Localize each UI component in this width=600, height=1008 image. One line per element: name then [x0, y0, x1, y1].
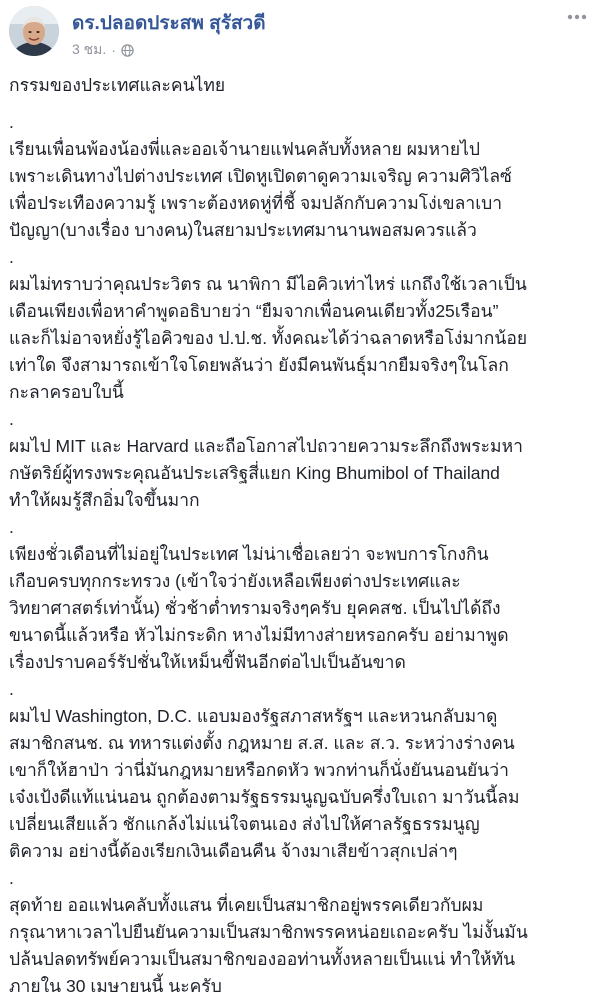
paragraph-2: ผมไม่ทราบว่าคุณประวิตร ณ นาพิกา มีไอคิวเท่าไหร่ แกถึงใช้เวลาเป็น เดือนเพียงเพื่อหาคำพูดอธิบายว่า “ยืมจากเพื่อนคนเดียวทั้ง25เรือน” และก็ไม่อาจหยั่งรู้ไอคิวของ ป.ป.ช. ทั้งคณะได้ว่าฉลาดหรือโง่มากน้อย เท่าใด จึงสามารถเข้าใจโดยพลันว่า ยังมีคนพันธุ์มากยืมจริงๆในโลก กะลาครอบใบนี้ [9, 274, 528, 402]
post-header [0, 0, 600, 64]
paragraph-1: เรียนเพื่อนพ้องน้องพี่และออเจ้านายแฟนคลับทั้งหลาย ผมหายไป เพราะเดินทางไปต่างประเทศ เปิดหูเปิดตาดูความเจริญ ความศิวิไลซ์ เพื่อประเทืองความรู้ เพราะต้องหดหู่ที่ชี้ จมปลักกับความโง่เขลาเบา ปัญญา(บางเรื่อง บางคน)ในสยามประเทศมานานพอสมควรแล้ว [9, 139, 512, 240]
meta-separator: · [111, 42, 116, 58]
paragraph-separator: . [9, 868, 14, 888]
post-meta [72, 39, 134, 61]
post-timestamp[interactable]: 3 ชม. [72, 41, 107, 57]
paragraph-3: ผมไป MIT และ Harvard และถือโอกาสไปถวายความระลึกถึงพระมหา กษัตริย์ผู้ทรงพระคุณอันประเสริฐสี่แยก King Bhumibol of Thailand ทำให้ผมรู้สึกอิ่มใจขึ้นมาก [9, 436, 523, 510]
more-options-icon[interactable] [566, 10, 588, 24]
globe-icon[interactable] [121, 44, 134, 57]
paragraph-4: เพียงชั่วเดือนที่ไม่อยู่ในประเทศ ไม่น่าเชื่อเลยว่า จะพบการโกงกิน เกือบครบทุกกระทรวง (เข้าใจว่ายังเหลือเพียงต่างประเทศและ วิทยาศาสตร์เท่านั้น) ชั่วช้าต่ำทรามจริงๆครับ ยุคคสช. เป็นไปได้ถึง ขนาดนี้แล้วหรือ หัวไม่กระดิก หางไม่มีทางส่ายหรอกครับ อย่ามาพูด เรื่องปราบคอร์รัปชั่นให้เหม็นขี้ฟันอีกต่อไปเป็นอันขาด [9, 544, 509, 672]
avatar[interactable] [9, 6, 59, 56]
profile-photo-icon [9, 6, 59, 56]
paragraph-separator: . [9, 409, 14, 429]
paragraph-separator: . [9, 112, 14, 132]
paragraph-separator: . [9, 517, 14, 537]
paragraph-separator: . [9, 247, 14, 267]
paragraph-6: สุดท้าย ออแฟนคลับทั้งแสน ที่เคยเป็นสมาชิกอยู่พรรคเดียวกับผม กรุณาหาเวลาไปยืนยันความเป็นสมาชิกพรรคหน่อยเถอะครับ ไม่งั้นมัน ปล้นปลดทรัพย์ความเป็นสมาชิกของออท่านทั้งหลายเป็นแน่ ทำให้ทัน ภายใน 30 เมษายนนี้ นะครับ [9, 895, 528, 996]
paragraph-separator: . [9, 679, 14, 699]
paragraph-5: ผมไป Washington, D.C. แอบมองรัฐสภาสหรัฐฯ และหวนกลับมาดู สมาชิกสนช. ณ ทหารแต่งตั้ง กฎหมาย ส.ส. และ ส.ว. ระหว่างร่างคน เขาก็ให้ฮาป่า ว่านี่มันกฎหมายหรือกดหัว พวกท่านก็นั่งยันนอนยันว่า เจ๋งเป้งดีแท้แน่นอน ถูกต้องตามรัฐธรรมนูญฉบับครึ่งใบเถา มาวันนี้ลม เปลี่ยนเสียแล้ว ชักแกล้งไม่แน่ใจตนเอง ส่งไปให้ศาลรัฐธรรมนูญ ติความ อย่างนี้ต้องเรียกเงินเดือนคืน จ้างมาเสียข้าวสุกเปล่าๆ [9, 706, 520, 861]
post-title: กรรมของประเทศและคนไทย [9, 75, 226, 95]
post-body [9, 62, 595, 1000]
author-name-link[interactable]: ดร.ปลอดประสพ สุรัสวดี [72, 13, 266, 34]
